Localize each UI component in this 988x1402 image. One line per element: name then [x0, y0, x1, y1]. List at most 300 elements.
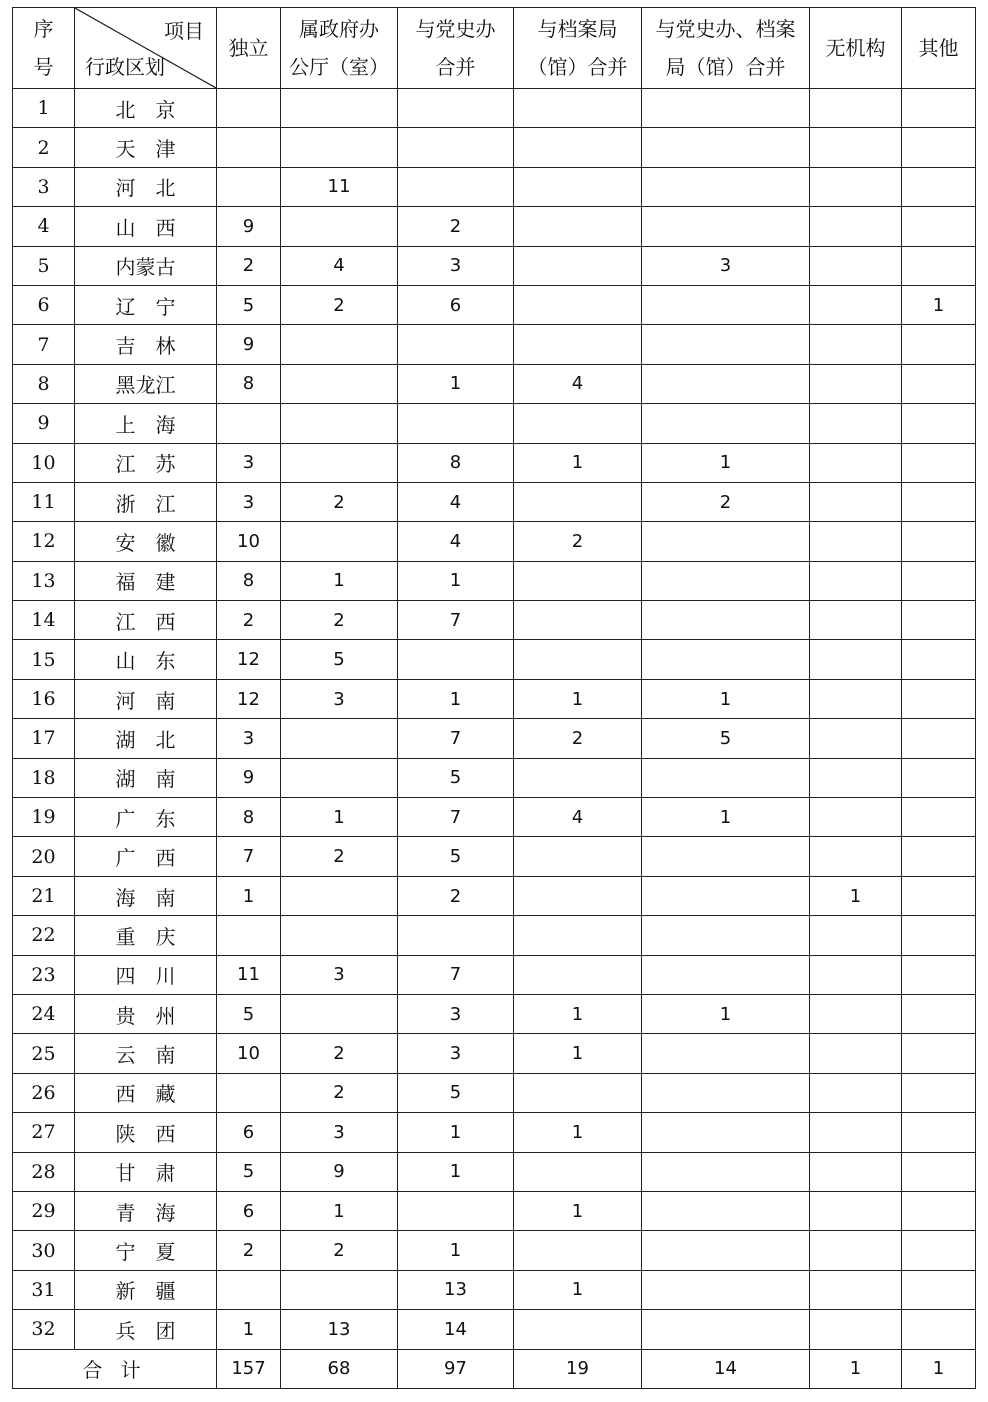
table-cell — [217, 916, 281, 955]
table-cell — [810, 89, 902, 128]
region-name: 福 建 — [75, 561, 217, 600]
table-cell — [514, 482, 642, 521]
table-cell — [810, 443, 902, 482]
row-number: 32 — [13, 1310, 75, 1349]
table-cell — [810, 364, 902, 403]
table-cell — [281, 758, 398, 797]
table-row — [13, 1270, 976, 1309]
row-number: 11 — [13, 482, 75, 521]
table-cell — [902, 601, 976, 640]
table-cell: 9 — [281, 1152, 398, 1191]
table-cell — [514, 758, 642, 797]
table-cell: 1 — [642, 443, 810, 482]
table-cell — [902, 876, 976, 915]
table-cell: 6 — [217, 1191, 281, 1230]
table-cell: 2 — [281, 601, 398, 640]
region-name: 北 京 — [75, 89, 217, 128]
header-col-archives — [514, 8, 642, 89]
row-number: 28 — [13, 1152, 75, 1191]
table-cell: 12 — [217, 679, 281, 718]
table-cell: 7 — [398, 798, 514, 837]
table-cell: 2 — [514, 719, 642, 758]
table-cell — [217, 89, 281, 128]
table-cell: 1 — [810, 876, 902, 915]
table-row — [13, 1152, 976, 1191]
table-cell — [398, 916, 514, 955]
region-name: 湖 北 — [75, 719, 217, 758]
table-cell: 3 — [217, 719, 281, 758]
table-cell — [902, 1113, 976, 1152]
region-name: 河 北 — [75, 167, 217, 206]
table-cell — [281, 404, 398, 443]
table-cell — [514, 601, 642, 640]
region-name: 广 东 — [75, 798, 217, 837]
total-row — [13, 1349, 976, 1388]
total-cell: 1 — [902, 1349, 976, 1388]
table-cell — [902, 837, 976, 876]
table-row — [13, 837, 976, 876]
table-cell — [281, 443, 398, 482]
header-region-label: 行政区划 — [85, 55, 165, 79]
header-col-independent — [217, 8, 281, 89]
table-cell — [902, 561, 976, 600]
table-cell: 2 — [281, 837, 398, 876]
table-row — [13, 798, 976, 837]
total-label: 合 计 — [13, 1349, 217, 1388]
table-cell — [810, 285, 902, 324]
header-col-label: 与党史办、档案 局（馆）合并 — [655, 17, 796, 79]
table-cell: 1 — [398, 1231, 514, 1270]
table-cell: 7 — [398, 601, 514, 640]
row-number: 21 — [13, 876, 75, 915]
row-number: 7 — [13, 325, 75, 364]
table-cell: 1 — [514, 994, 642, 1033]
table-cell: 2 — [217, 1231, 281, 1270]
region-name: 湖 南 — [75, 758, 217, 797]
table-cell — [398, 640, 514, 679]
table-cell: 11 — [281, 167, 398, 206]
table-cell: 1 — [398, 679, 514, 718]
table-row — [13, 325, 976, 364]
table-cell — [642, 561, 810, 600]
table-cell — [902, 679, 976, 718]
table-cell — [642, 325, 810, 364]
header-col-government-office — [281, 8, 398, 89]
table-cell — [810, 758, 902, 797]
table-cell — [902, 207, 976, 246]
table-cell: 3 — [398, 246, 514, 285]
table-cell — [810, 325, 902, 364]
table-cell: 6 — [398, 285, 514, 324]
table-row — [13, 443, 976, 482]
table-cell — [810, 1310, 902, 1349]
header-row — [13, 8, 976, 89]
table-cell — [810, 1113, 902, 1152]
header-item-label: 项目 — [164, 19, 204, 43]
statistics-table — [12, 7, 976, 1389]
table-cell — [514, 1073, 642, 1112]
row-number: 5 — [13, 246, 75, 285]
table-cell: 1 — [514, 679, 642, 718]
table-cell — [514, 837, 642, 876]
table-cell: 1 — [281, 798, 398, 837]
header-col-label: 其他 — [918, 36, 959, 60]
table-cell — [642, 837, 810, 876]
table-cell: 5 — [217, 1152, 281, 1191]
table-cell — [902, 167, 976, 206]
table-cell — [642, 916, 810, 955]
table-cell — [217, 167, 281, 206]
region-name: 黑龙江 — [75, 364, 217, 403]
table-cell: 3 — [217, 482, 281, 521]
table-cell — [281, 207, 398, 246]
table-cell — [514, 1310, 642, 1349]
table-cell — [902, 1191, 976, 1230]
table-cell — [810, 246, 902, 285]
table-cell: 13 — [281, 1310, 398, 1349]
table-cell — [642, 640, 810, 679]
table-cell: 4 — [514, 798, 642, 837]
header-col-label: 与党史办 合并 — [415, 17, 496, 79]
table-cell — [514, 916, 642, 955]
table-row — [13, 955, 976, 994]
table-cell — [642, 1152, 810, 1191]
table-cell — [217, 128, 281, 167]
table-cell — [810, 1231, 902, 1270]
table-cell: 10 — [217, 1034, 281, 1073]
table-cell: 14 — [398, 1310, 514, 1349]
table-cell: 3 — [642, 246, 810, 285]
table-row — [13, 89, 976, 128]
table-cell — [217, 1270, 281, 1309]
table-cell: 1 — [398, 1152, 514, 1191]
table-cell: 12 — [217, 640, 281, 679]
table-cell: 8 — [398, 443, 514, 482]
region-name: 广 西 — [75, 837, 217, 876]
header-col-label: 属政府办 公厅（室） — [289, 17, 389, 79]
row-number: 29 — [13, 1191, 75, 1230]
table-cell: 1 — [514, 1191, 642, 1230]
table-cell: 1 — [514, 1270, 642, 1309]
table-cell — [902, 1034, 976, 1073]
row-number: 2 — [13, 128, 75, 167]
table-cell: 5 — [398, 1073, 514, 1112]
table-cell — [810, 837, 902, 876]
table-row — [13, 404, 976, 443]
table-cell: 9 — [217, 325, 281, 364]
table-cell — [398, 325, 514, 364]
table-cell — [902, 1310, 976, 1349]
table-cell: 5 — [217, 994, 281, 1033]
row-number: 10 — [13, 443, 75, 482]
header-col-label: 独立 — [228, 36, 269, 60]
table-cell: 1 — [642, 679, 810, 718]
region-name: 河 南 — [75, 679, 217, 718]
table-row — [13, 679, 976, 718]
row-number: 6 — [13, 285, 75, 324]
table-cell — [281, 1270, 398, 1309]
table-cell — [810, 640, 902, 679]
table-cell — [902, 916, 976, 955]
table-cell: 1 — [281, 561, 398, 600]
table-cell: 7 — [398, 719, 514, 758]
table-row — [13, 167, 976, 206]
table-body — [13, 89, 976, 1389]
table-cell — [902, 640, 976, 679]
region-name: 江 西 — [75, 601, 217, 640]
table-cell — [902, 994, 976, 1033]
table-row — [13, 1034, 976, 1073]
row-number: 15 — [13, 640, 75, 679]
total-cell: 97 — [398, 1349, 514, 1388]
row-number: 18 — [13, 758, 75, 797]
table-cell — [642, 285, 810, 324]
table-cell: 1 — [642, 994, 810, 1033]
table-cell — [642, 758, 810, 797]
table-cell: 4 — [398, 482, 514, 521]
row-number: 20 — [13, 837, 75, 876]
table-row — [13, 1191, 976, 1230]
table-cell: 3 — [398, 1034, 514, 1073]
table-cell: 7 — [217, 837, 281, 876]
table-cell — [514, 1152, 642, 1191]
table-cell — [281, 994, 398, 1033]
table-cell: 2 — [281, 1034, 398, 1073]
region-name: 吉 林 — [75, 325, 217, 364]
table-row — [13, 285, 976, 324]
header-col-no-institution — [810, 8, 902, 89]
table-row — [13, 1073, 976, 1112]
table-cell — [398, 167, 514, 206]
table-cell — [642, 1191, 810, 1230]
table-cell — [514, 89, 642, 128]
table-cell: 8 — [217, 364, 281, 403]
table-row — [13, 128, 976, 167]
table-cell — [514, 561, 642, 600]
table-cell — [902, 955, 976, 994]
table-cell — [642, 1270, 810, 1309]
row-number: 23 — [13, 955, 75, 994]
row-number: 3 — [13, 167, 75, 206]
table-cell — [902, 404, 976, 443]
table-cell — [810, 719, 902, 758]
row-number: 9 — [13, 404, 75, 443]
row-number: 16 — [13, 679, 75, 718]
table-cell — [810, 1191, 902, 1230]
table-cell: 3 — [217, 443, 281, 482]
table-cell: 6 — [217, 1113, 281, 1152]
table-row — [13, 719, 976, 758]
table-cell — [642, 89, 810, 128]
table-row — [13, 522, 976, 561]
table-cell: 4 — [514, 364, 642, 403]
region-name: 天 津 — [75, 128, 217, 167]
table-cell: 7 — [398, 955, 514, 994]
table-cell: 2 — [398, 876, 514, 915]
table-cell: 9 — [217, 758, 281, 797]
table-cell: 1 — [642, 798, 810, 837]
table-cell: 5 — [642, 719, 810, 758]
table-cell: 5 — [281, 640, 398, 679]
row-number: 26 — [13, 1073, 75, 1112]
table-row — [13, 1113, 976, 1152]
table-cell — [902, 89, 976, 128]
table-cell: 3 — [281, 679, 398, 718]
table-cell — [902, 1152, 976, 1191]
table-cell — [810, 1270, 902, 1309]
table-cell — [642, 955, 810, 994]
row-number: 25 — [13, 1034, 75, 1073]
table-cell: 5 — [398, 837, 514, 876]
table-cell — [810, 1034, 902, 1073]
table-cell — [398, 128, 514, 167]
total-cell: 1 — [810, 1349, 902, 1388]
row-number: 22 — [13, 916, 75, 955]
table-cell: 4 — [398, 522, 514, 561]
table-cell — [810, 404, 902, 443]
table-row — [13, 1231, 976, 1270]
table-cell — [902, 325, 976, 364]
table-cell — [514, 955, 642, 994]
table-cell — [281, 522, 398, 561]
table-cell — [902, 246, 976, 285]
table-cell: 10 — [217, 522, 281, 561]
table-cell: 2 — [514, 522, 642, 561]
table-cell — [902, 1231, 976, 1270]
region-name: 陕 西 — [75, 1113, 217, 1152]
table-cell — [281, 719, 398, 758]
table-cell — [217, 1073, 281, 1112]
table-cell: 1 — [398, 561, 514, 600]
table-row — [13, 1310, 976, 1349]
region-name: 兵 团 — [75, 1310, 217, 1349]
region-name: 青 海 — [75, 1191, 217, 1230]
table-cell — [642, 1073, 810, 1112]
header-col-other — [902, 8, 976, 89]
table-cell — [514, 128, 642, 167]
table-cell — [281, 364, 398, 403]
table-row — [13, 916, 976, 955]
table-cell — [642, 167, 810, 206]
region-name: 山 东 — [75, 640, 217, 679]
table-cell — [642, 876, 810, 915]
table-cell — [514, 285, 642, 324]
table-cell: 3 — [281, 955, 398, 994]
row-number: 8 — [13, 364, 75, 403]
region-name: 辽 宁 — [75, 285, 217, 324]
region-name: 西 藏 — [75, 1073, 217, 1112]
region-name: 浙 江 — [75, 482, 217, 521]
table-cell — [642, 1113, 810, 1152]
table-cell: 1 — [217, 876, 281, 915]
table-cell — [642, 1231, 810, 1270]
table-cell — [398, 1191, 514, 1230]
table-cell: 1 — [217, 1310, 281, 1349]
table-cell — [810, 482, 902, 521]
table-cell: 1 — [398, 364, 514, 403]
table-cell — [810, 128, 902, 167]
table-cell: 2 — [281, 482, 398, 521]
row-number: 1 — [13, 89, 75, 128]
table-header — [13, 8, 976, 89]
table-cell — [810, 955, 902, 994]
table-cell — [902, 1270, 976, 1309]
row-number: 17 — [13, 719, 75, 758]
table-cell — [810, 167, 902, 206]
table-cell — [514, 167, 642, 206]
table-cell — [281, 89, 398, 128]
header-col-label: 与档案局 （馆）合并 — [527, 17, 628, 79]
region-name: 宁 夏 — [75, 1231, 217, 1270]
table-cell — [902, 128, 976, 167]
table-cell — [281, 325, 398, 364]
table-row — [13, 601, 976, 640]
total-cell: 157 — [217, 1349, 281, 1388]
table-cell: 5 — [217, 285, 281, 324]
total-cell: 14 — [642, 1349, 810, 1388]
header-col-party-history-archives — [642, 8, 810, 89]
table-cell — [642, 601, 810, 640]
region-name: 海 南 — [75, 876, 217, 915]
table-cell: 8 — [217, 798, 281, 837]
table-row — [13, 876, 976, 915]
table-cell — [514, 876, 642, 915]
table-cell: 2 — [281, 285, 398, 324]
table-cell — [642, 522, 810, 561]
table-cell — [514, 1231, 642, 1270]
table-row — [13, 561, 976, 600]
table-cell: 9 — [217, 207, 281, 246]
table-cell — [902, 758, 976, 797]
region-name: 新 疆 — [75, 1270, 217, 1309]
table-cell — [810, 679, 902, 718]
table-cell — [810, 601, 902, 640]
total-cell: 68 — [281, 1349, 398, 1388]
table-cell: 2 — [281, 1231, 398, 1270]
table-cell: 2 — [642, 482, 810, 521]
table-row — [13, 246, 976, 285]
table-cell — [810, 1073, 902, 1112]
region-name: 贵 州 — [75, 994, 217, 1033]
table-cell — [642, 364, 810, 403]
header-diagonal-cell — [75, 8, 217, 89]
region-name: 山 西 — [75, 207, 217, 246]
table-cell: 1 — [514, 443, 642, 482]
row-number: 14 — [13, 601, 75, 640]
table-cell: 5 — [398, 758, 514, 797]
table-cell: 3 — [281, 1113, 398, 1152]
table-row — [13, 994, 976, 1033]
table-cell — [902, 1073, 976, 1112]
table-cell: 2 — [217, 601, 281, 640]
table-cell — [642, 128, 810, 167]
row-number: 19 — [13, 798, 75, 837]
table-cell — [902, 522, 976, 561]
header-col-party-history — [398, 8, 514, 89]
table-cell: 4 — [281, 246, 398, 285]
region-name: 安 徽 — [75, 522, 217, 561]
header-col-label: 无机构 — [825, 36, 886, 60]
region-name: 上 海 — [75, 404, 217, 443]
table-cell — [642, 1034, 810, 1073]
table-cell — [514, 325, 642, 364]
header-index — [13, 8, 75, 89]
table-cell: 8 — [217, 561, 281, 600]
table-cell — [810, 798, 902, 837]
table-cell — [810, 207, 902, 246]
table-cell — [398, 89, 514, 128]
table-row — [13, 207, 976, 246]
